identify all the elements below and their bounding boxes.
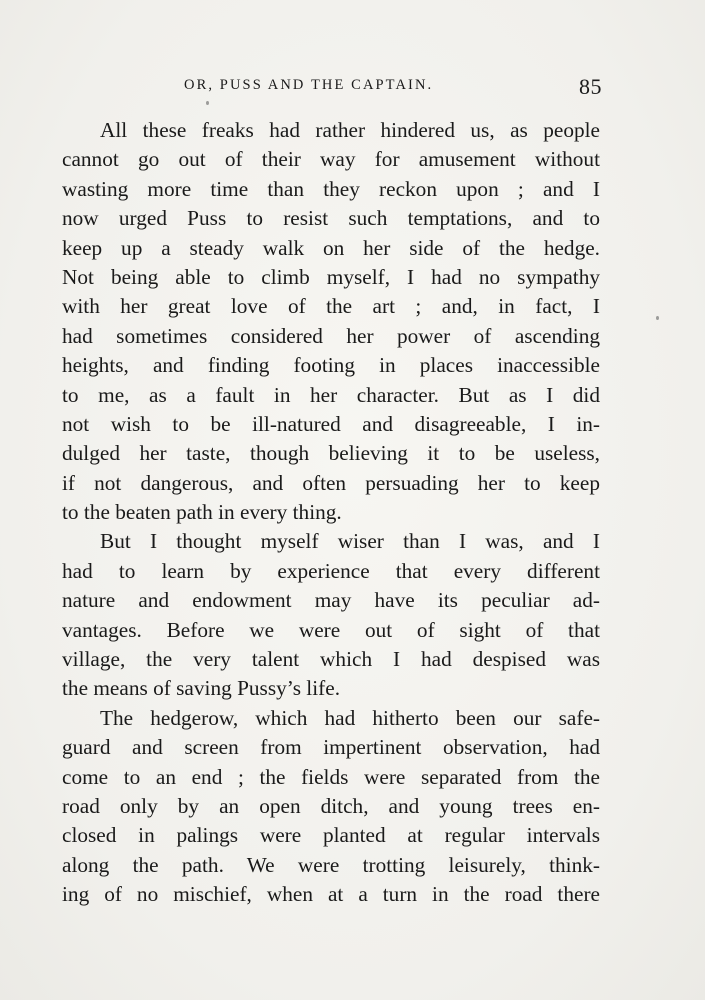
text-line: with her great love of the art ; and, in fact, I bbox=[62, 294, 600, 319]
text-line: had to learn by experience that every different bbox=[62, 558, 600, 583]
paragraph-1 bbox=[62, 116, 600, 527]
text-line: Not being able to climb myself, I had no sympathy bbox=[62, 264, 600, 289]
ink-speck bbox=[206, 101, 209, 105]
paragraph-2 bbox=[62, 527, 600, 703]
text-line: closed in palings were planted at regular intervals bbox=[62, 823, 600, 848]
text-line: if not dangerous, and often persuading her to keep bbox=[62, 470, 600, 495]
body-text bbox=[62, 116, 600, 910]
text-line: the means of saving Pussy’s life. bbox=[62, 676, 341, 701]
text-line: along the path. We were trotting leisurely, think- bbox=[62, 852, 600, 877]
text-line: guard and screen from impertinent observation, had bbox=[62, 735, 600, 760]
text-line: vantages. Before we were out of sight of that bbox=[62, 617, 600, 642]
text-line: not wish to be ill-natured and disagreeable, I in- bbox=[62, 411, 600, 436]
text-line: heights, and finding footing in places inaccessible bbox=[62, 353, 600, 378]
ink-speck bbox=[656, 316, 659, 320]
running-head bbox=[62, 74, 602, 100]
text-line: ing of no mischief, when at a turn in the road there bbox=[62, 882, 600, 907]
text-line: had sometimes considered her power of ascending bbox=[62, 323, 600, 348]
text-line: All these freaks had rather hindered us, as people bbox=[100, 118, 600, 142]
text-line: nature and endowment may have its peculiar ad- bbox=[62, 588, 600, 613]
page-number: 85 bbox=[579, 74, 602, 99]
text-line: come to an end ; the fields were separated from the bbox=[62, 764, 600, 789]
text-line: road only by an open ditch, and young trees en- bbox=[62, 793, 600, 818]
text-line: keep up a steady walk on her side of the hedge. bbox=[62, 235, 600, 260]
text-line: to me, as a fault in her character. But as I did bbox=[62, 382, 600, 407]
text-line: dulged her taste, though believing it to be useless, bbox=[62, 441, 600, 466]
text-line: now urged Puss to resist such temptations, and to bbox=[62, 206, 600, 231]
text-line: wasting more time than they reckon upon ; and I bbox=[62, 176, 600, 201]
running-title: OR, PUSS AND THE CAPTAIN. bbox=[184, 77, 434, 93]
text-line: But I thought myself wiser than I was, and I bbox=[100, 529, 600, 554]
text-line: cannot go out of their way for amusement without bbox=[62, 147, 600, 172]
text-line: to the beaten path in every thing. bbox=[62, 500, 342, 525]
paragraph-3 bbox=[62, 704, 600, 910]
text-line: village, the very talent which I had despised was bbox=[62, 647, 600, 672]
text-line: The hedgerow, which had hitherto been our safe- bbox=[100, 705, 600, 730]
